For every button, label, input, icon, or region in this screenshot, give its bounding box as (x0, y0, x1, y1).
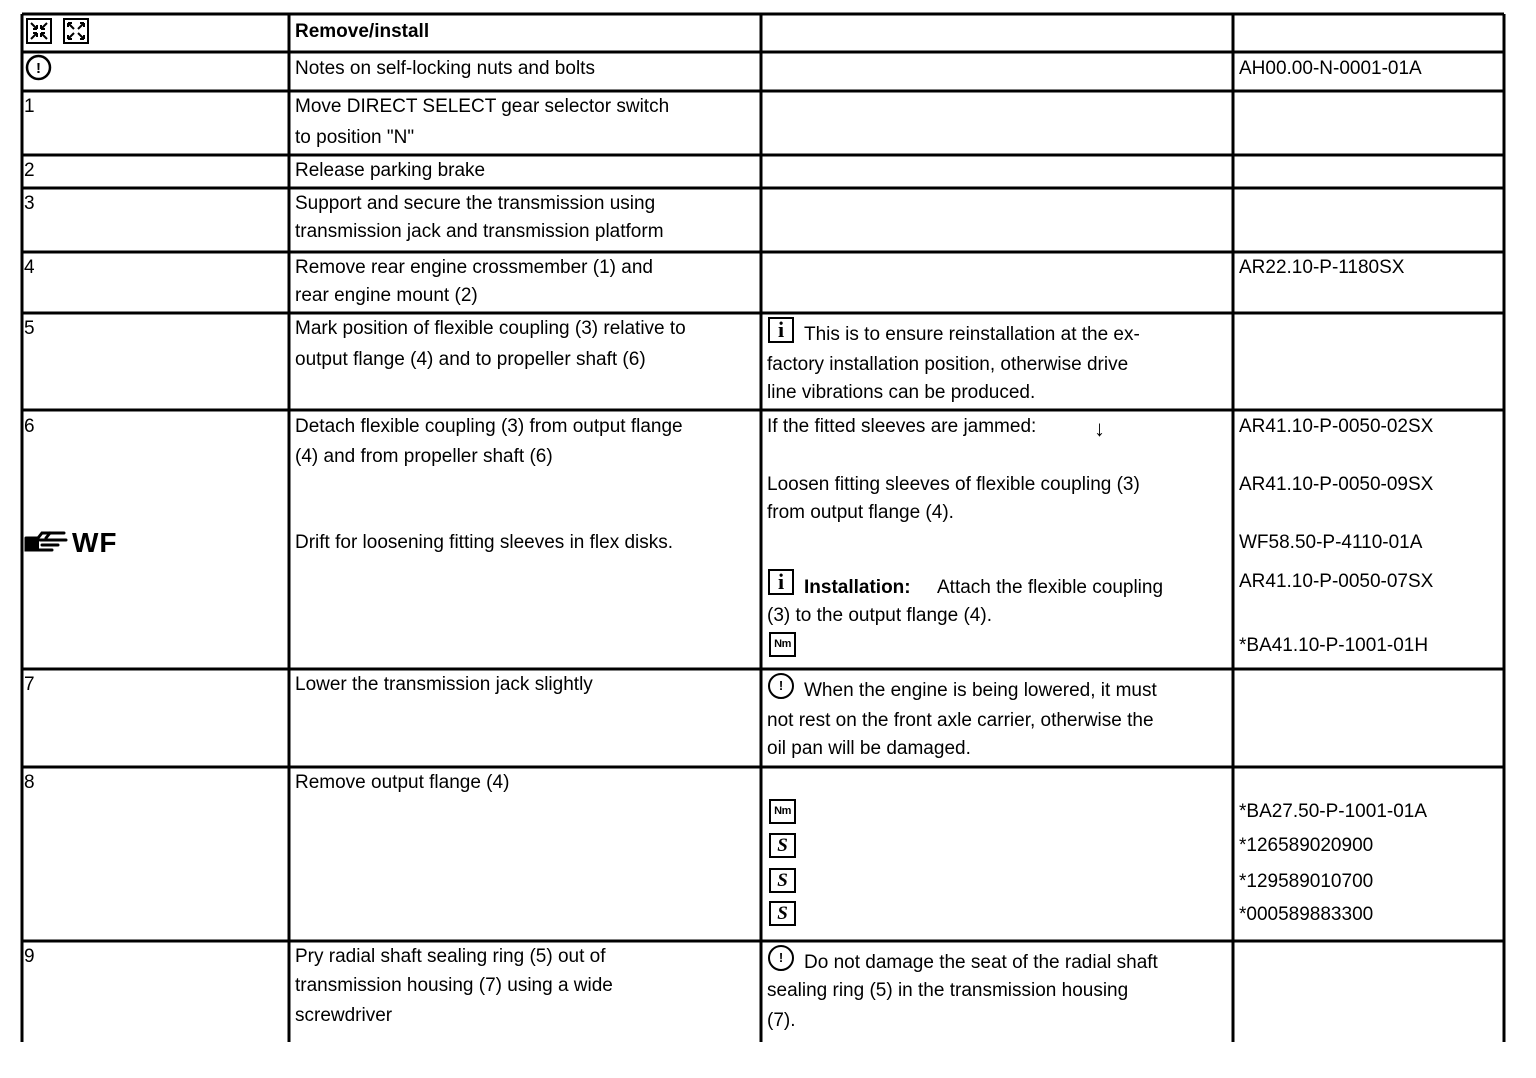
step-note: line vibrations can be produced. (767, 382, 1036, 403)
caution-icon: ! (768, 945, 794, 971)
step-text: Release parking brake (295, 160, 486, 181)
torque-icon: Nm (769, 799, 796, 824)
info-icon: i (768, 317, 794, 343)
step-number: 2 (24, 160, 35, 181)
caution-icon: ! (768, 673, 794, 699)
special-tool-icon: S (769, 868, 796, 893)
step-text: Pry radial shaft sealing ring (5) out of (295, 946, 606, 967)
step-note: oil pan will be damaged. (767, 738, 971, 759)
step-ref[interactable]: *BA41.10-P-1001-01H (1239, 635, 1429, 656)
caution-icon (25, 54, 52, 81)
step-note: (7). (767, 1010, 796, 1031)
step-text: Detach flexible coupling (3) from output flange (295, 416, 683, 437)
step-text: transmission jack and transmission platform (295, 221, 664, 242)
notes-link[interactable]: Notes on self-locking nuts and bolts (295, 58, 595, 79)
step-text: transmission housing (7) using a wide (295, 975, 613, 996)
step-text: (4) and from propeller shaft (6) (295, 446, 553, 467)
step-text: to position "N" (295, 127, 415, 148)
step-text: Support and secure the transmission using (295, 193, 656, 214)
step-ref[interactable]: *126589020900 (1239, 835, 1374, 856)
collapse-all-icon[interactable] (26, 18, 52, 44)
down-arrow-icon[interactable]: ↓ (1094, 416, 1105, 441)
step-ref[interactable]: *BA27.50-P-1001-01A (1239, 801, 1428, 822)
step-text: output flange (4) and to propeller shaft (6) (295, 349, 646, 370)
table-header-remove-install: Remove/install (295, 21, 430, 42)
step-note: from output flange (4). (767, 502, 954, 523)
step-ref[interactable]: AR41.10-P-0050-07SX (1239, 571, 1434, 592)
step-ref[interactable]: AR41.10-P-0050-02SX (1239, 416, 1434, 437)
step-note: Do not damage the seat of the radial shaft (804, 952, 1158, 973)
step-text: Mark position of flexible coupling (3) relative to (295, 318, 686, 339)
pointing-hand-icon (24, 530, 70, 556)
step-number: 8 (24, 772, 35, 793)
step-ref[interactable]: WF58.50-P-4110-01A (1239, 532, 1423, 553)
step-note: Loosen fitting sleeves of flexible coupling (3) (767, 474, 1140, 495)
step-number: 9 (24, 946, 35, 967)
step-note: not rest on the front axle carrier, otherwise the (767, 710, 1154, 731)
step-ref[interactable]: *000589883300 (1239, 904, 1374, 925)
step-number: 5 (24, 318, 35, 339)
step-number: 6 (24, 416, 35, 437)
step-number: 7 (24, 674, 35, 695)
step-number: 3 (24, 193, 35, 214)
step-note: When the engine is being lowered, it must (804, 680, 1157, 701)
svg-text:!: ! (36, 60, 41, 77)
installation-label: Installation: (804, 577, 911, 598)
step-note: If the fitted sleeves are jammed: (767, 416, 1037, 437)
step-note: factory installation position, otherwise drive (767, 354, 1129, 375)
info-icon: i (768, 569, 794, 595)
step-note: This is to ensure reinstallation at the ex- (804, 324, 1140, 345)
step-note: Attach the flexible coupling (937, 577, 1164, 598)
step-note: sealing ring (5) in the transmission housing (767, 980, 1129, 1001)
step-ref[interactable]: AR41.10-P-0050-09SX (1239, 474, 1434, 495)
special-tool-icon: S (769, 833, 796, 858)
step-note: (3) to the output flange (4). (767, 605, 992, 626)
step-text: Lower the transmission jack slightly (295, 674, 593, 695)
step-ref[interactable]: *129589010700 (1239, 871, 1374, 892)
special-tool-icon: S (769, 901, 796, 926)
notes-ref[interactable]: AH00.00-N-0001-01A (1239, 58, 1422, 79)
step-text: Remove output flange (4) (295, 772, 510, 793)
expand-all-icon[interactable] (63, 18, 89, 44)
step-text: Drift for loosening fitting sleeves in flex disks. (295, 532, 674, 553)
step-text: rear engine mount (2) (295, 285, 478, 306)
step-text: screwdriver (295, 1005, 393, 1026)
torque-icon: Nm (769, 632, 796, 657)
step-ref[interactable]: AR22.10-P-1180SX (1239, 257, 1405, 278)
step-number: 4 (24, 257, 35, 278)
step-text: Move DIRECT SELECT gear selector switch (295, 96, 670, 117)
wf-label: WF (72, 527, 118, 558)
step-number: 1 (24, 96, 35, 117)
step-text: Remove rear engine crossmember (1) and (295, 257, 653, 278)
